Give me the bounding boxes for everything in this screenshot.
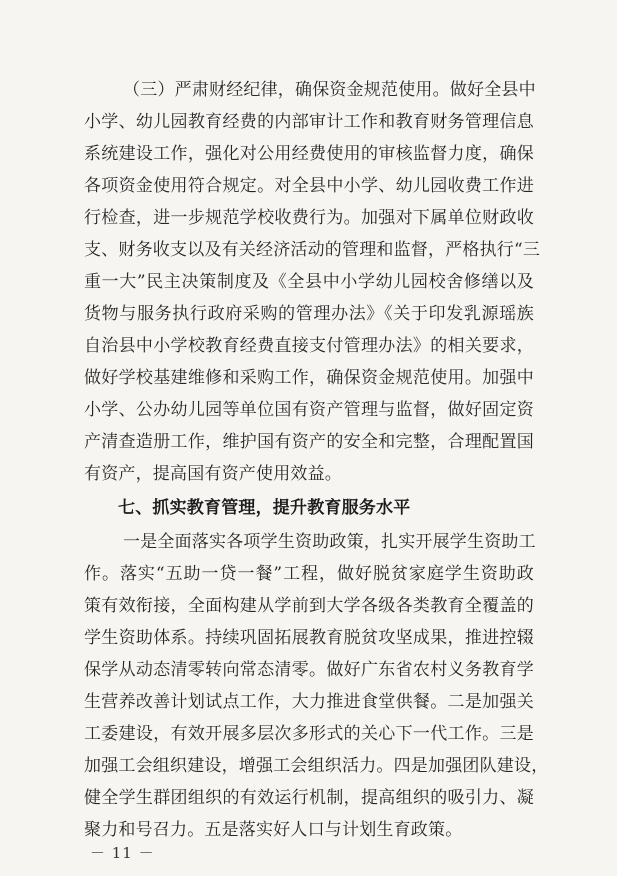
paragraph-line: 货物与服务执行政府采购的管理办法》《关于印发乳源瑶族 [84,304,534,324]
paragraph-line: 支、财务收支以及有关经济活动的管理和监督，严格执行“三 [84,240,541,260]
paragraph-line: （三）严肃财经纪律，确保资金规范使用。做好全县中 [123,80,536,100]
paragraph-line: 小学、幼儿园教育经费的内部审计工作和教育财务管理信息 [84,112,534,132]
paragraph-line: 各项资金使用符合规定。对全县中小学、幼儿园收费工作进 [84,176,534,196]
paragraph-line: 一是全面落实各项学生资助政策，扎实开展学生资助工 [123,532,536,552]
paragraph-line: 工委建设，有效开展多层次多形式的关心下一代工作。三是 [84,724,534,744]
paragraph-line: 产清查造册工作，维护国有资产的安全和完整，合理配置国 [84,432,534,452]
paragraph-line: 重一大”民主决策制度及《全县中小学幼儿园校舍修缮以及 [84,272,534,292]
paragraph-line: 自治县中小学校教育经费直接支付管理办法》的相关要求， [84,336,534,356]
section-heading: 七、抓实教育管理，提升教育服务水平 [118,498,411,518]
paragraph-line: 有资产，提高国有资产使用效益。 [84,464,342,484]
paragraph-line: 生营养改善计划试点工作，大力推进食堂供餐。二是加强关 [84,692,534,712]
paragraph-line: 做好学校基建维修和采购工作，确保资金规范使用。加强中 [84,368,534,388]
paragraph-line: 加强工会组织建设，增强工会组织活力。四是加强团队建设， [84,756,549,776]
paragraph-line: 小学、公办幼儿园等单位国有资产管理与监督，做好固定资 [84,400,534,420]
paragraph-line: 策有效衔接，全面构建从学前到大学各级各类教育全覆盖的 [84,596,534,616]
page-number: － 11 － [90,844,155,862]
paragraph-line: 学生资助体系。持续巩固拓展教育脱贫攻坚成果，推进控辍 [84,628,534,648]
paragraph-line: 聚力和号召力。五是落实好人口与计划生育政策。 [84,820,463,840]
paragraph-line: 作。落实“五助一贷一餐”工程，做好脱贫家庭学生资助政 [84,564,534,584]
paragraph-line: 保学从动态清零转向常态清零。做好广东省农村义务教育学 [84,660,534,680]
paragraph-line: 健全学生群团组织的有效运行机制，提高组织的吸引力、凝 [84,788,534,808]
paragraph-line: 系统建设工作，强化对公用经费使用的审核监督力度，确保 [84,144,534,164]
paragraph-line: 行检查，进一步规范学校收费行为。加强对下属单位财政收 [84,208,534,228]
